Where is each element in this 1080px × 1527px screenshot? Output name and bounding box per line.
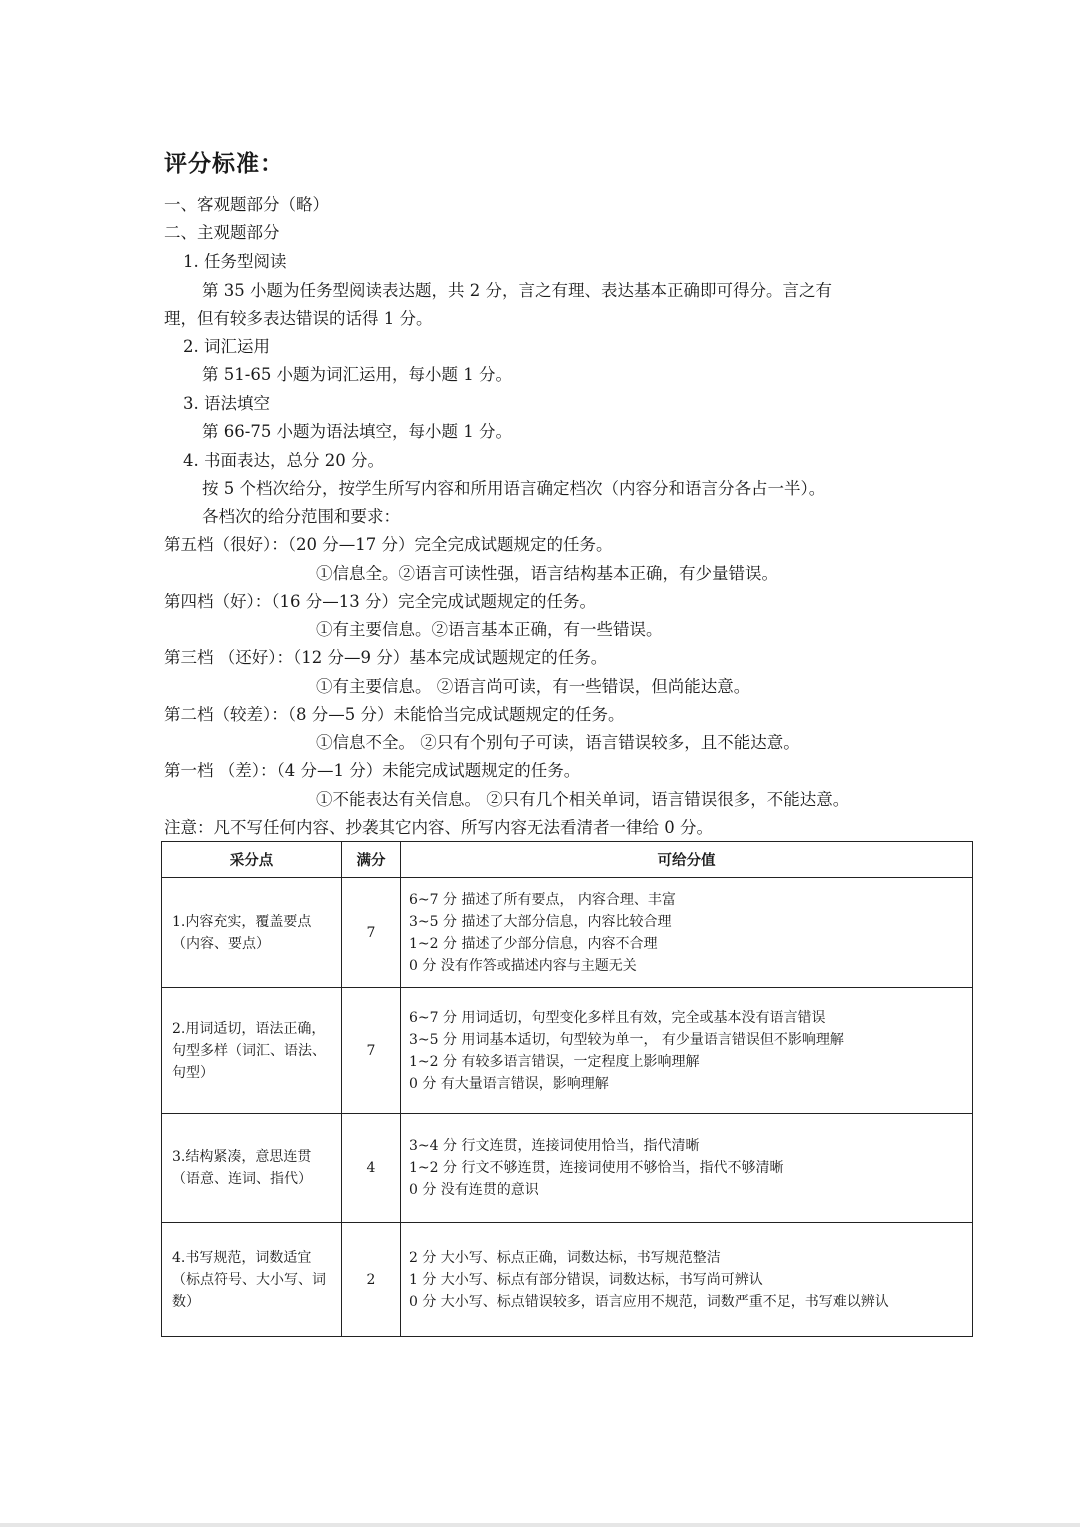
value-line: 1~2 分 行文不够连贯，连接词使用不够恰当，指代不够清晰 xyxy=(409,1160,784,1176)
band-4-desc: ①有主要信息。②语言基本正确，有一些错误。 xyxy=(316,620,663,639)
value-line: 3~5 分 用词基本适切，句型较为单一， 有少量语言错误但不影响理解 xyxy=(409,1031,844,1048)
section-subjective: 二、主观题部分 xyxy=(164,223,280,242)
table-row xyxy=(162,988,973,1114)
row-max: 2 xyxy=(342,1223,401,1337)
item-reading-text-1: 第 35 小题为任务型阅读表达题，共 2 分，言之有理、表达基本正确即可得分。言之有 xyxy=(202,281,832,300)
value-line: 2 分 大小写、标点正确，词数达标，书写规范整洁 xyxy=(409,1249,721,1266)
table-row xyxy=(162,1114,973,1223)
table-row xyxy=(162,878,973,988)
item-vocab-heading: 2. 词汇运用 xyxy=(183,337,270,356)
row-values xyxy=(401,1223,973,1337)
row-point: 1.内容充实，覆盖要点（内容、要点） xyxy=(162,878,342,988)
row-max: 4 xyxy=(342,1114,401,1223)
item-grammar-text: 第 66-75 小题为语法填空，每小题 1 分。 xyxy=(202,422,513,441)
item-reading-text-2: 理，但有较多表达错误的话得 1 分。 xyxy=(164,309,433,328)
value-line: 0 分 有大量语言错误，影响理解 xyxy=(409,1075,609,1092)
page-title: 评分标准： xyxy=(164,151,284,177)
value-line: 0 分 大小写、标点错误较多，语言应用不规范，词数严重不足，书写难以辨认 xyxy=(409,1293,889,1310)
item-writing-text-1: 按 5 个档次给分，按学生所写内容和所用语言确定档次（内容分和语言分各占一半）。 xyxy=(202,479,826,498)
band-3-desc: ①有主要信息。 ②语言尚可读，有一些错误，但尚能达意。 xyxy=(316,677,751,696)
header-max: 满分 xyxy=(342,842,401,878)
value-line: 0 分 没有连贯的意识 xyxy=(409,1182,539,1198)
row-values xyxy=(401,988,973,1114)
scoring-table xyxy=(161,841,973,1337)
header-point: 采分点 xyxy=(162,842,342,878)
item-grammar-heading: 3. 语法填空 xyxy=(183,394,270,413)
value-line: 1 分 大小写、标点有部分错误，词数达标，书写尚可辨认 xyxy=(409,1271,763,1288)
section-objective: 一、客观题部分（略） xyxy=(164,195,329,214)
row-point: 3.结构紧凑，意思连贯（语意、连词、指代） xyxy=(162,1114,342,1223)
band-3-head: 第三档 （还好）：（12 分—9 分）基本完成试题规定的任务。 xyxy=(164,648,608,667)
item-vocab-text: 第 51-65 小题为词汇运用，每小题 1 分。 xyxy=(202,365,513,384)
row-max: 7 xyxy=(342,988,401,1114)
page-bottom-edge xyxy=(0,1523,1080,1527)
note-text: 注意：凡不写任何内容、抄袭其它内容、所写内容无法看清者一律给 0 分。 xyxy=(164,818,713,837)
band-4-head: 第四档（好）：（16 分—13 分）完全完成试题规定的任务。 xyxy=(164,592,596,611)
band-5-desc: ①信息全。②语言可读性强，语言结构基本正确，有少量错误。 xyxy=(316,564,778,583)
table-row xyxy=(162,1223,973,1337)
value-line: 3~5 分 描述了大部分信息，内容比较合理 xyxy=(409,913,672,930)
row-point: 2.用词适切，语法正确，句型多样（词汇、语法、句型） xyxy=(162,988,342,1114)
value-line: 6~7 分 用词适切，句型变化多样且有效，完全或基本没有语言错误 xyxy=(409,1009,826,1026)
band-2-desc: ①信息不全。 ②只有个别句子可读，语言错误较多，且不能达意。 xyxy=(316,733,800,752)
item-writing-heading: 4. 书面表达，总分 20 分。 xyxy=(183,451,384,470)
value-line: 6~7 分 描述了所有要点， 内容合理、丰富 xyxy=(409,891,676,908)
header-values: 可给分值 xyxy=(401,842,973,878)
value-line: 1~2 分 描述了少部分信息，内容不合理 xyxy=(409,935,658,952)
item-writing-text-2: 各档次的给分范围和要求： xyxy=(202,507,400,526)
band-1-desc: ①不能表达有关信息。 ②只有几个相关单词，语言错误很多，不能达意。 xyxy=(316,790,850,809)
row-max: 7 xyxy=(342,878,401,988)
value-line: 3~4 分 行文连贯，连接词使用恰当，指代清晰 xyxy=(409,1138,700,1154)
row-values xyxy=(401,878,973,988)
band-2-head: 第二档（较差）：（8 分—5 分）未能恰当完成试题规定的任务。 xyxy=(164,705,625,724)
band-5-head: 第五档（很好）：（20 分—17 分）完全完成试题规定的任务。 xyxy=(164,535,613,554)
value-line: 1~2 分 有较多语言错误，一定程度上影响理解 xyxy=(409,1053,700,1070)
row-values xyxy=(401,1114,973,1223)
table-header-row xyxy=(162,842,973,878)
item-reading-heading: 1. 任务型阅读 xyxy=(183,252,287,271)
band-1-head: 第一档 （差）：（4 分—1 分）未能完成试题规定的任务。 xyxy=(164,761,581,780)
row-point: 4.书写规范，词数适宜（标点符号、大小写、词数） xyxy=(162,1223,342,1337)
value-line: 0 分 没有作答或描述内容与主题无关 xyxy=(409,957,637,974)
